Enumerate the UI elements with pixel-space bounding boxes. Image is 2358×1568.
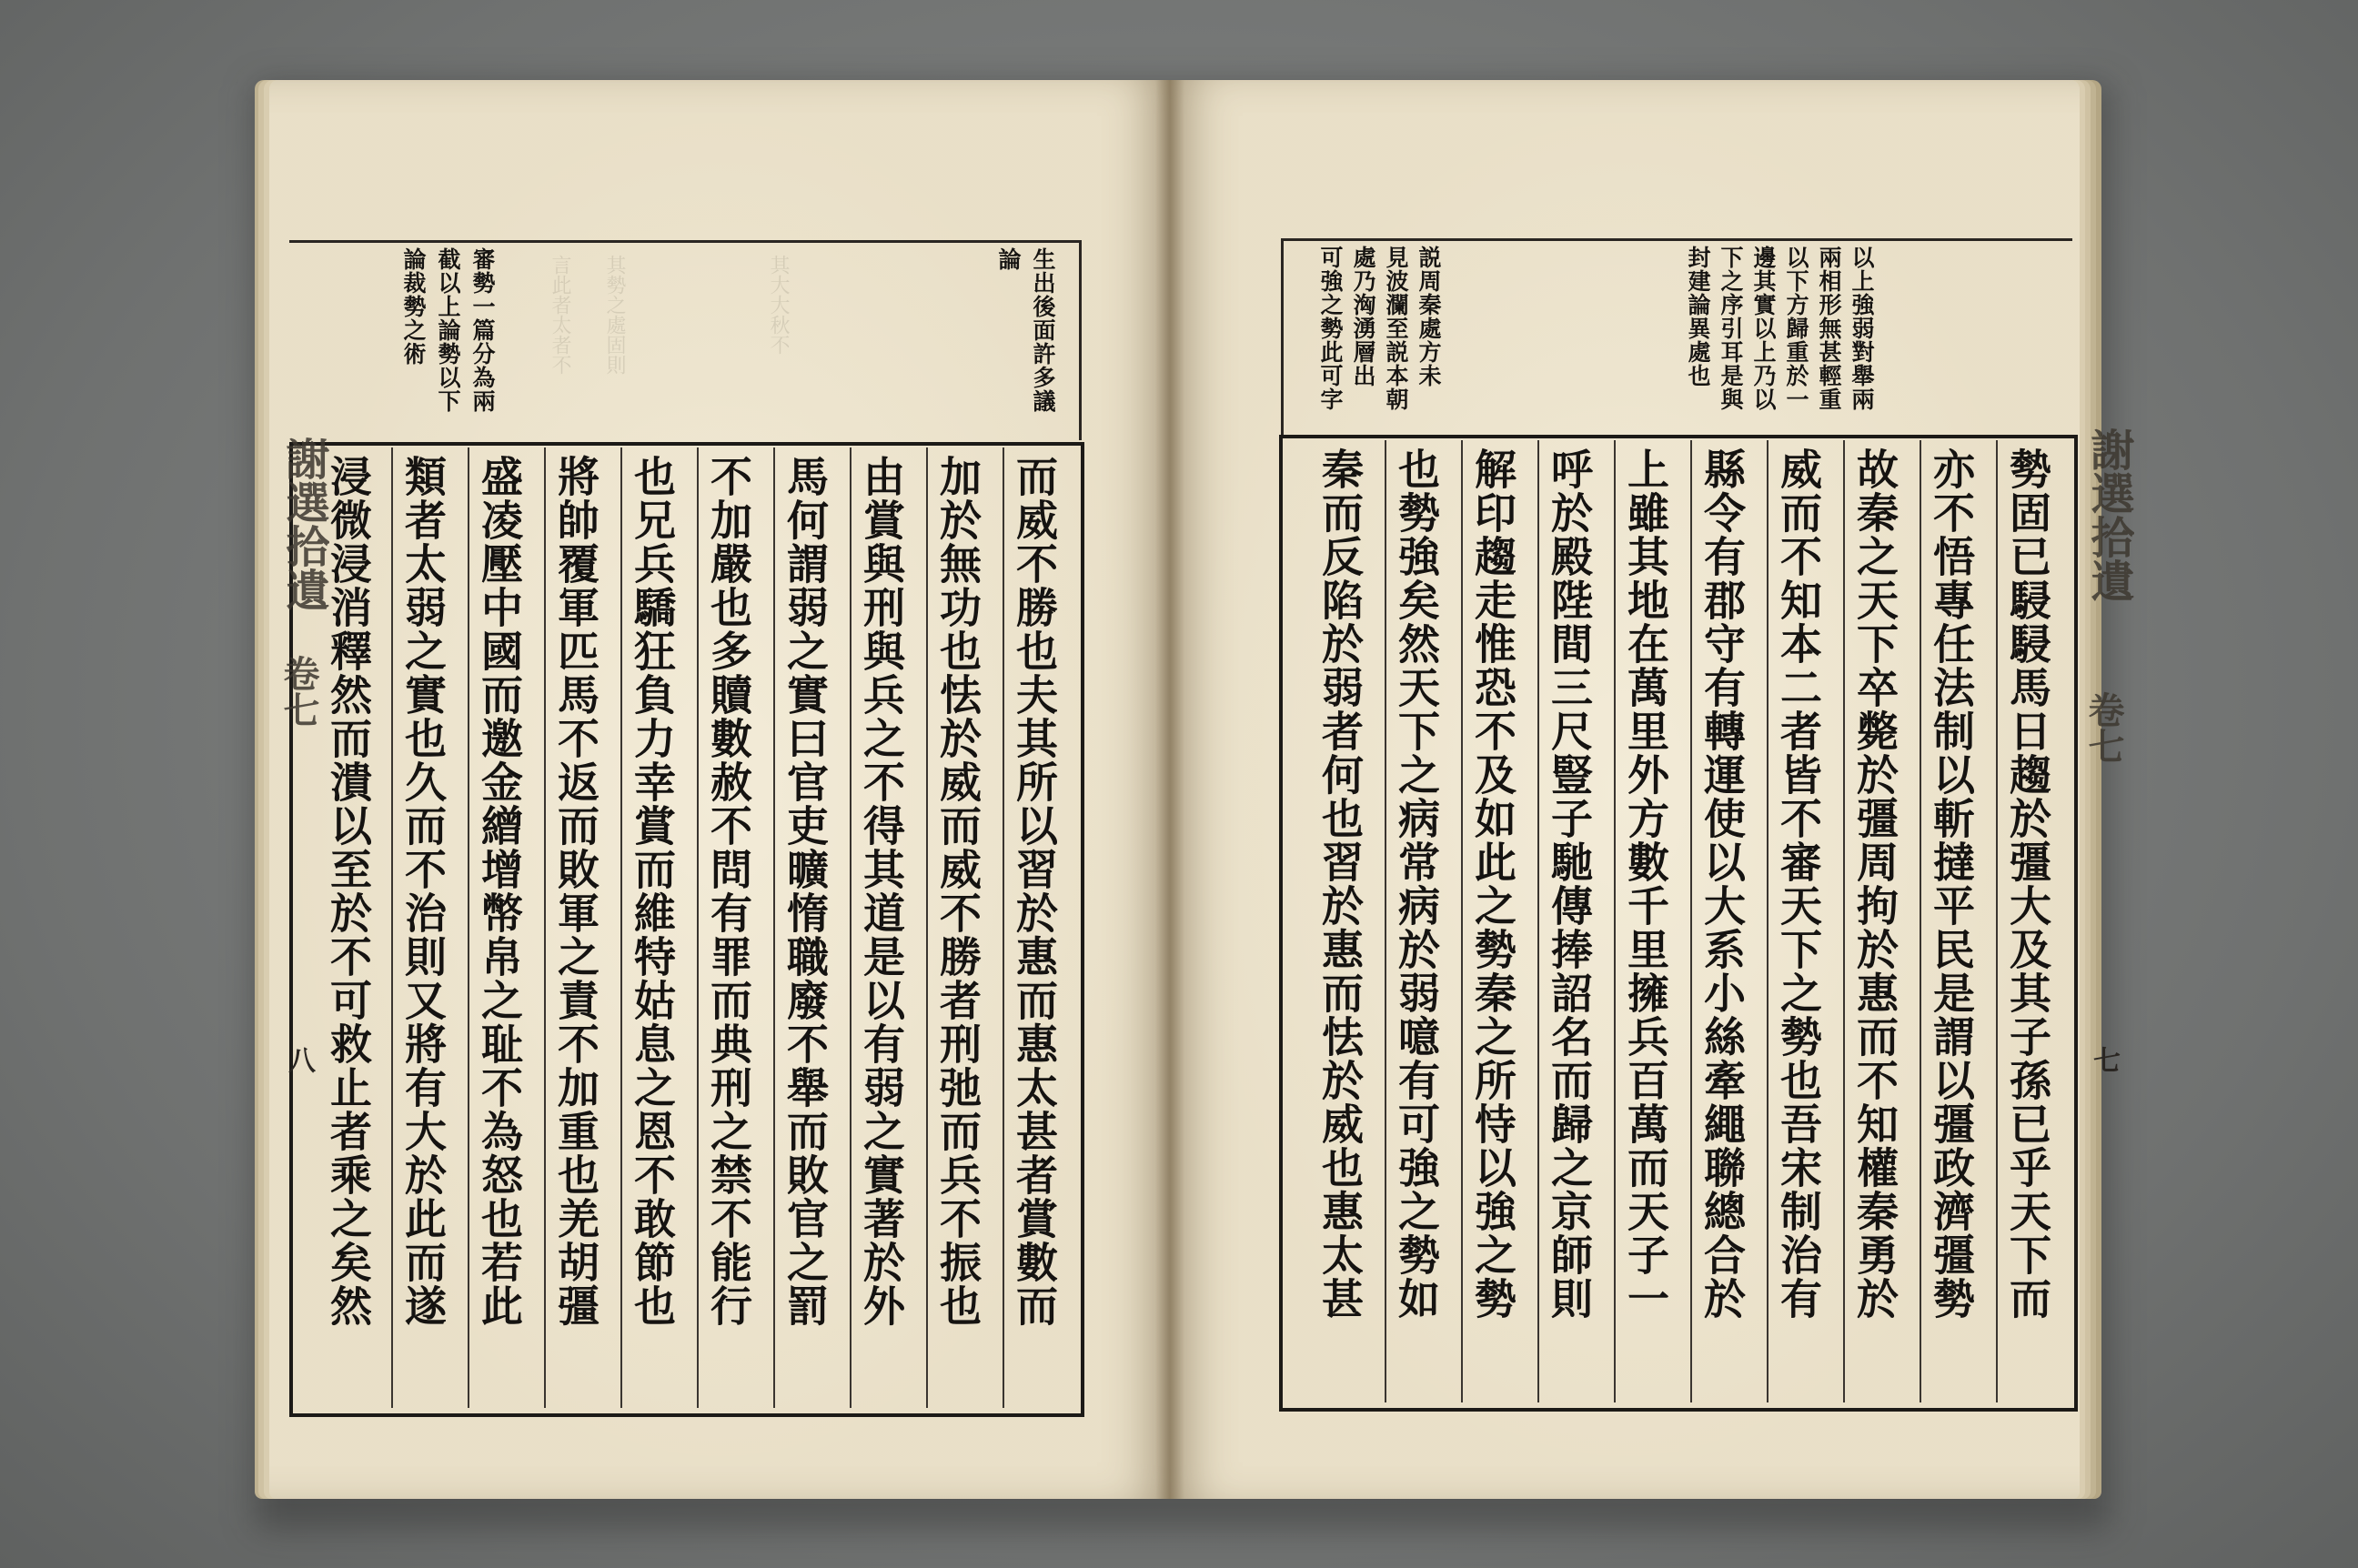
right-margin-volume: 卷七 <box>2082 691 2125 764</box>
left-text-column: 而威不勝也夫其所以習於惠而惠太甚者賞數而 <box>1010 455 1059 1328</box>
column-divider <box>1996 440 1998 1402</box>
left-text-column: 不加嚴也多贖數赦不問有罪而典刑之禁不能行 <box>704 455 753 1328</box>
left-text-column: 類者太弱之實也久而不治則又將有大於此而遂 <box>398 455 448 1328</box>
bleed-through-text: 其勢之處固則 <box>603 255 626 375</box>
left-text-column: 也兄兵驕狂負力幸賞而維特姑息之恩不敢節也 <box>628 455 677 1328</box>
column-divider <box>926 447 928 1408</box>
left-text-column: 浸微浸消釋然而潰以至於不可救止者乘之矣然 <box>324 455 373 1328</box>
right-text-column: 威而不知本二者皆不審天下之勢也吾宋制治有 <box>1774 447 1823 1321</box>
column-divider <box>773 447 775 1408</box>
left-header-note: 生出後面許多議 <box>1030 247 1056 413</box>
right-text-column: 秦而反陷於弱者何也習於惠而怯於威也惠太甚 <box>1315 447 1365 1321</box>
column-divider <box>1614 440 1616 1402</box>
column-divider <box>468 447 469 1408</box>
column-divider <box>544 447 546 1408</box>
right-text-column: 勢固已駸駸馬日趨於彊大及其子孫已乎天下而 <box>2003 447 2052 1321</box>
right-header-note: 處乃洶湧層出 <box>1350 246 1376 387</box>
left-header-note: 論 <box>995 247 1022 271</box>
column-divider <box>697 447 699 1408</box>
book-gutter <box>1155 80 1184 1499</box>
column-divider <box>1537 440 1539 1402</box>
right-text-column: 也勢強矣然天下之病常病於弱噫有可強之勢如 <box>1392 447 1441 1321</box>
right-text-column: 故秦之天下卒斃於彊周拘於惠而不知權秦勇於 <box>1850 447 1900 1321</box>
column-divider <box>391 447 393 1408</box>
right-header-note: 以下方歸重於一 <box>1783 246 1809 411</box>
left-header-note: 截以上論勢以下 <box>435 247 461 413</box>
left-text-column: 將帥覆軍匹馬不返而敗軍之責不加重也羌胡彊 <box>551 455 600 1328</box>
right-header-note: 以上強弱對舉兩 <box>1849 246 1875 411</box>
right-margin-title: 謝選拾遺 <box>2083 427 2134 602</box>
left-text-column: 馬何謂弱之實曰官吏曠惰職廢不舉而敗官之罰 <box>781 455 830 1328</box>
left-header-note: 論裁勢之術 <box>400 247 427 366</box>
right-header-note: 下之序引耳是與 <box>1718 246 1744 411</box>
right-text-column: 上雖其地在萬里外方數千里擁兵百萬而天子一 <box>1621 447 1670 1321</box>
column-divider <box>1843 440 1845 1402</box>
left-header-top-rule <box>289 240 1081 243</box>
column-divider <box>620 447 622 1408</box>
column-divider <box>1461 440 1463 1402</box>
column-divider <box>1767 440 1768 1402</box>
bleed-through-text: 言此者太者不 <box>549 255 571 375</box>
right-text-column: 亦不悟專任法制以斬撻平民是謂以彊政濟彊勢 <box>1927 447 1976 1321</box>
right-header-note: 可強之勢此可字 <box>1317 246 1344 411</box>
bleed-through-text: 其大大秋不 <box>767 255 790 355</box>
right-folio: 七 <box>2088 1046 2120 1073</box>
left-folio: 八 <box>283 1046 315 1073</box>
left-text-column: 盛凌壓中國而邀金繒增幣帛之耻不為怒也若此 <box>475 455 524 1328</box>
right-header-note: 封建論異處也 <box>1685 246 1711 387</box>
column-divider <box>1003 447 1004 1408</box>
column-divider <box>1920 440 1921 1402</box>
right-text-column: 呼於殿陛間三尺豎子馳傳捧詔名而歸之京師則 <box>1545 447 1594 1321</box>
right-header-note: 説周秦處方未 <box>1416 246 1442 387</box>
left-margin-volume: 卷七 <box>277 655 320 728</box>
right-header-top-rule <box>1281 238 2072 241</box>
left-header-side-rule <box>1079 240 1082 440</box>
right-header-note: 邊其實以上乃以 <box>1750 246 1777 411</box>
left-text-column: 加於無功也怯於威而威不勝者刑弛而兵不振也 <box>933 455 982 1328</box>
right-header-side-rule <box>1281 238 1284 437</box>
left-header-note: 審勢一篇分為兩 <box>469 247 496 413</box>
column-divider <box>1385 440 1386 1402</box>
column-divider <box>1690 440 1692 1402</box>
right-text-column: 解印趨走惟恐不及如此之勢秦之所恃以強之勢 <box>1468 447 1517 1321</box>
right-header-note: 兩相形無甚輕重 <box>1816 246 1842 411</box>
column-divider <box>850 447 852 1408</box>
right-header-note: 見波瀾至説本朝 <box>1383 246 1409 411</box>
left-text-column: 由賞與刑與兵之不得其道是以有弱之實著於外 <box>857 455 906 1328</box>
right-text-column: 縣令有郡守有轉運使以大系小絲牽繩聯總合於 <box>1698 447 1747 1321</box>
left-margin-title: 謝選拾遺 <box>278 437 329 611</box>
